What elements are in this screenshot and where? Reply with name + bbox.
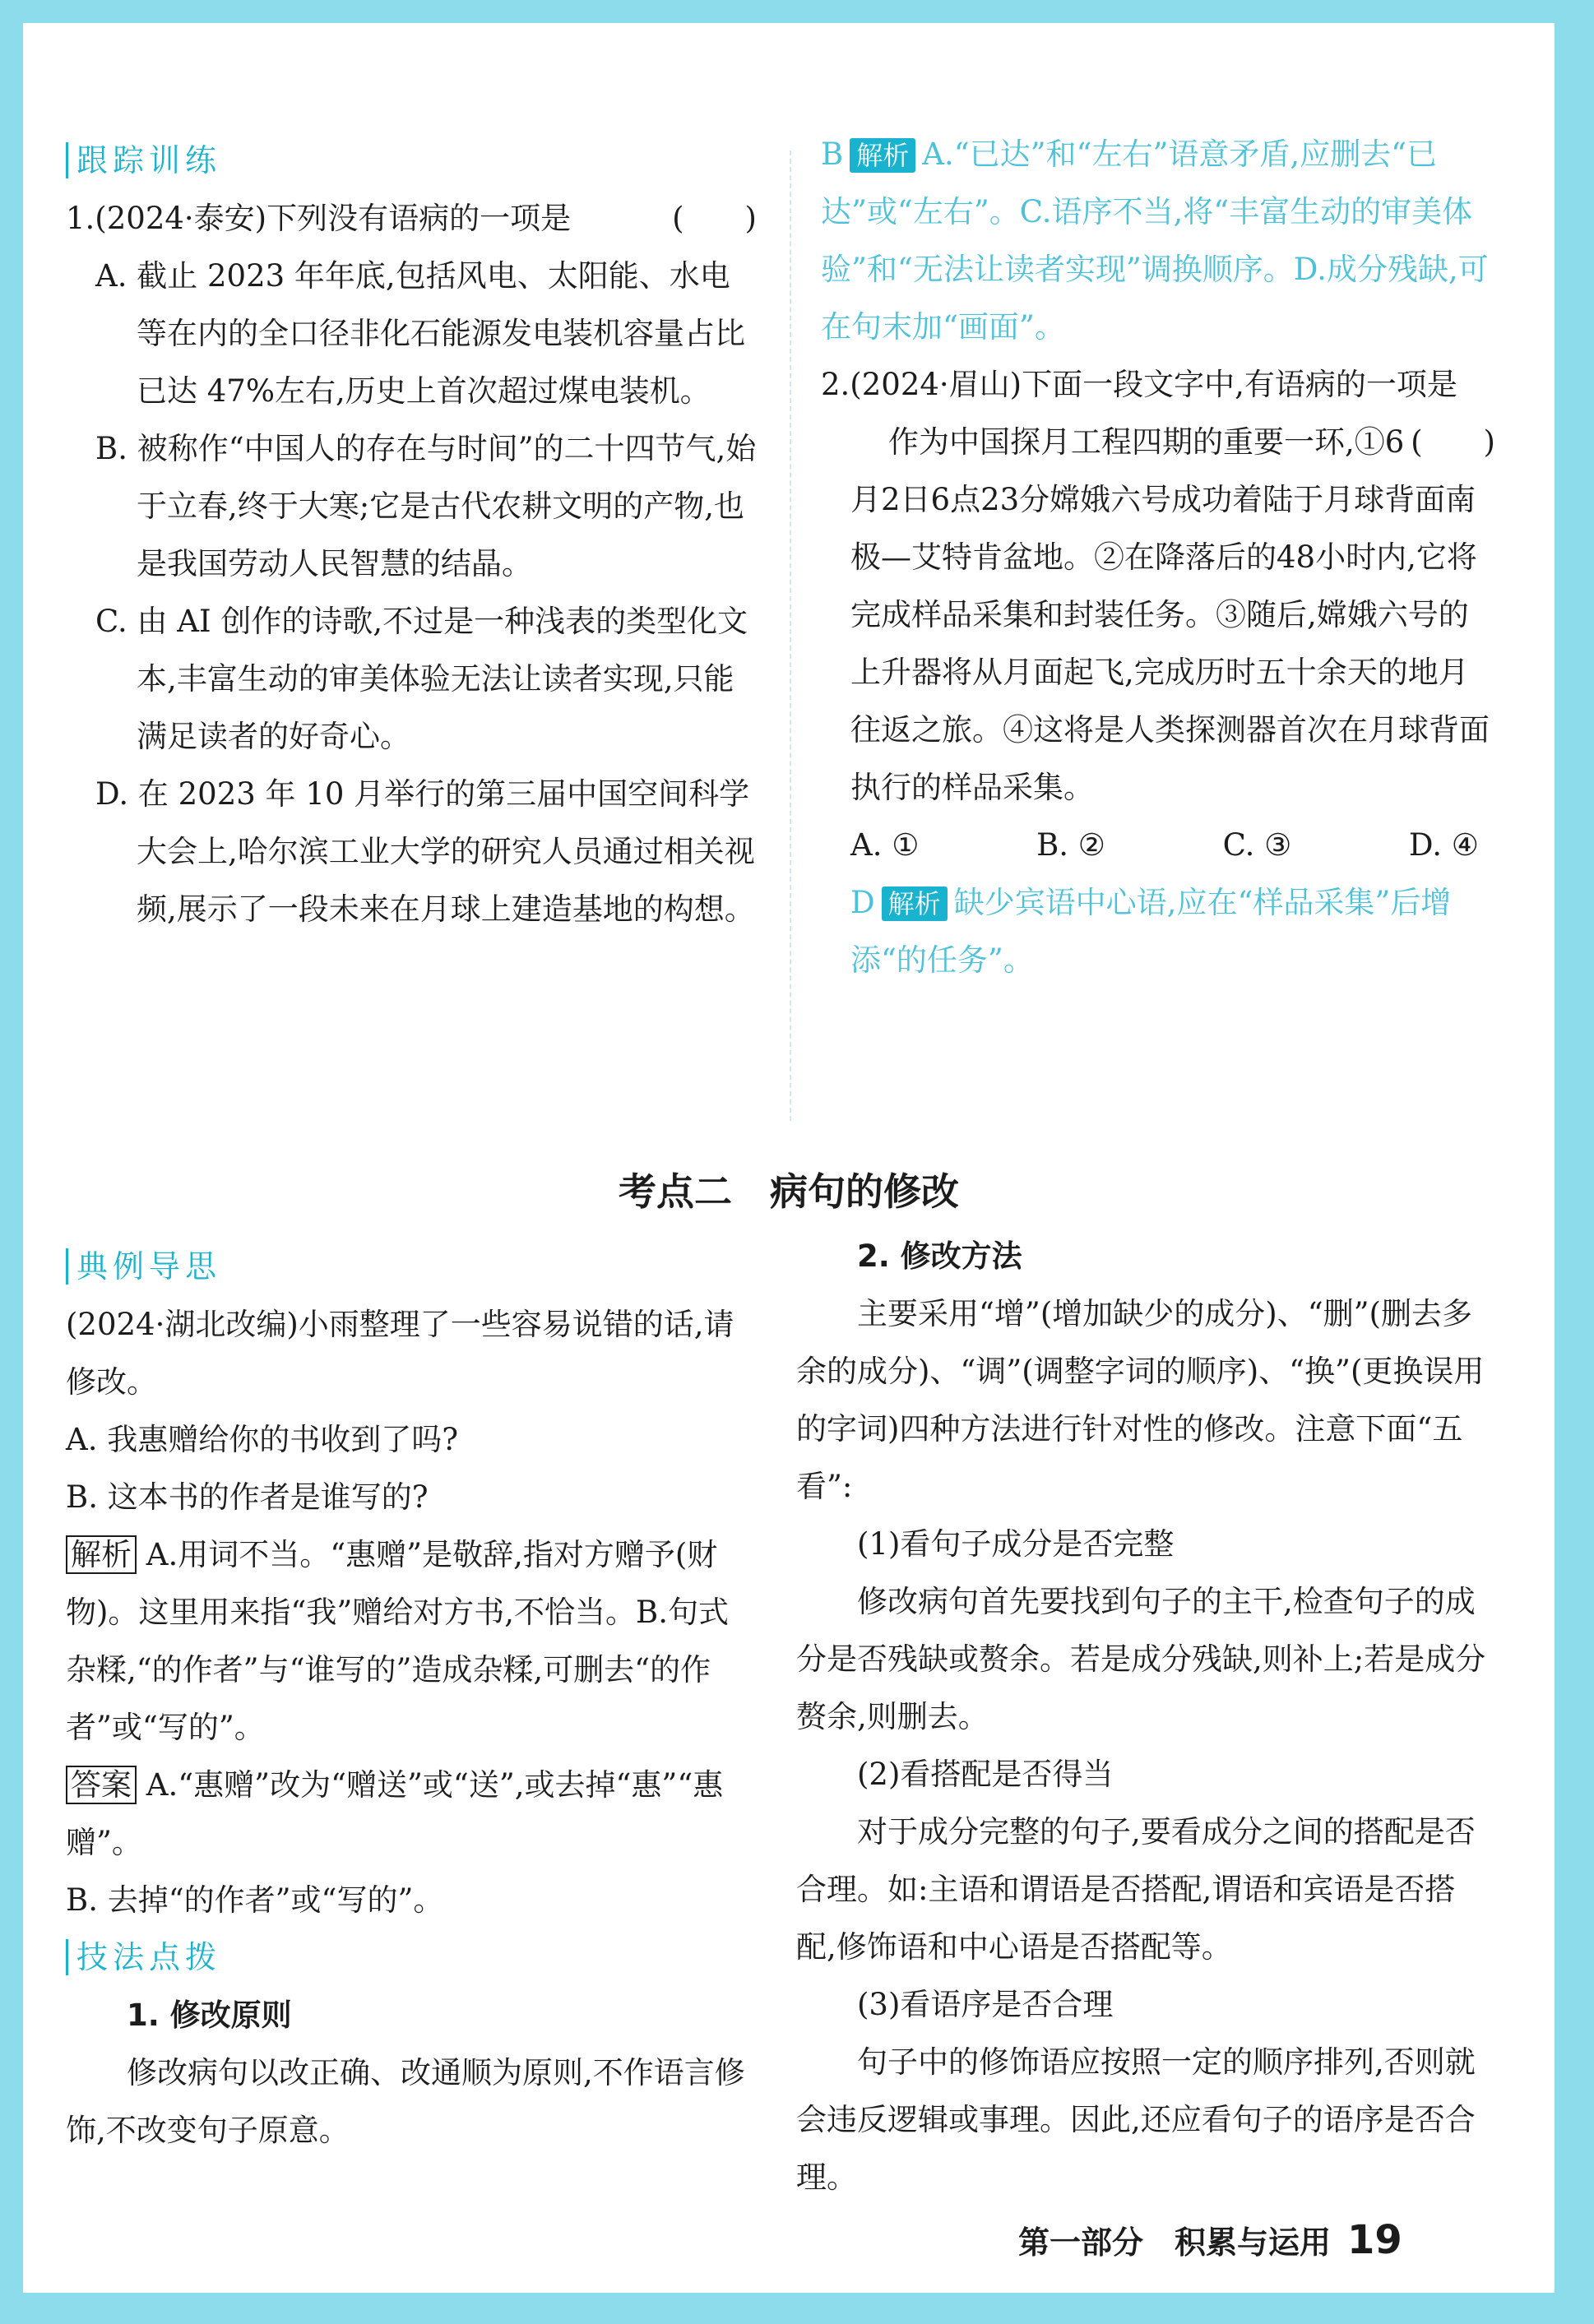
example-stem: (2024·湖北改编)小雨整理了一些容易说错的话,请修改。 [66, 1307, 734, 1400]
page-sheet [23, 23, 1555, 2293]
question-2-answer: D [850, 885, 875, 920]
answer-label: 答案 [66, 1766, 137, 1804]
look-2-text: 对于成分完整的句子,要看成分之间的搭配是否合理。如:主语和谓语是否搭配,谓语和宾语是否搭配,修饰语和中心语是否搭配等。 [796, 1814, 1476, 1965]
principle-title: 1. 修改原则 [127, 1998, 292, 2033]
left-top-column [66, 126, 757, 938]
right-bottom-column [796, 1228, 1487, 2206]
question-2-options [821, 817, 1495, 874]
left-color-band [0, 0, 23, 2324]
method-text: 主要采用“增”(增加缺少的成分)、“删”(删去多余的成分)、“调”(调整字词的顺序)、“换”(更换误用的字词)四种方法进行针对性的修改。注意下面“五看”: [796, 1296, 1485, 1504]
example-sentence-b: B. 这本书的作者是谁写的? [66, 1479, 429, 1515]
analysis-badge: 解析 [850, 138, 915, 173]
question-1-answer: B [821, 137, 844, 172]
principle-text: 修改病句以改正确、改通顺为原则,不作语言修饰,不改变句子原意。 [66, 2055, 745, 2148]
page-number: 19 [1347, 2217, 1402, 2263]
column-divider [790, 150, 791, 1121]
section-tag-tips: 技法点拨 [66, 1939, 221, 1975]
question-2-passage: 作为中国探月工程四期的重要一环,①6月2日6点23分嫦娥六号成功着陆于月球背面南极—艾特肯盆地。②在降落后的48小时内,它将完成样品采集和封装任务。③随后,嫦娥六号的上升器将从月面起飞,完成历时五十余天的地月往返之旅。④这将是人类探测器首次在月球背面执行的样品采集。 [850, 424, 1490, 805]
right-top-column [821, 126, 1495, 989]
question-1-option-d: D. 在 2023 年 10 月举行的第三届中国空间科学大会上,哈尔滨工业大学的研究人员通过相关视频,展示了一段未来在月球上建造基地的构想。 [95, 776, 755, 927]
left-bottom-column [66, 1232, 757, 2160]
example-answer-b: B. 去掉“的作者”或“写的”。 [66, 1882, 444, 1918]
option-c: C. ③ [1222, 827, 1292, 863]
section-tag-example: 典例导思 [66, 1248, 221, 1285]
question-2-analysis: D 解析 缺少宾语中心语,应在“样品采集”后增添“的任务”。 [850, 885, 1452, 978]
method-title: 2. 修改方法 [857, 1238, 1022, 1274]
question-1-option-a: A. 截止 2023 年年底,包括风电、太阳能、水电等在内的全口径非化石能源发电装机容量占比已达 47%左右,历史上首次超过煤电装机。 [95, 258, 745, 409]
question-1-stem: 1.(2024·泰安)下列没有语病的一项是 ( ) [66, 190, 757, 248]
question-1-analysis: B 解析 A.“已达”和“左右”语意矛盾,应删去“已达”或“左右”。C.语序不当,将“丰富生动的审美体验”和“无法让读者实现”调换顺序。D.成分残缺,可在句末加“画面”。 [821, 137, 1489, 345]
answer-bracket: ( ) [1411, 424, 1495, 460]
example-answer: 答案 A.“惠赠”改为“赠送”或“送”,或去掉“惠”“惠赠”。 [66, 1767, 724, 1860]
look-2-title: (2)看搭配是否得当 [857, 1757, 1114, 1792]
footer-part-label: 第一部分 积累与运用 [1018, 2224, 1332, 2261]
analysis-label: 解析 [66, 1535, 137, 1574]
option-d: D. ④ [1408, 827, 1479, 863]
look-1-text: 修改病句首先要找到句子的主干,检查句子的成分是否残缺或赘余。若是成分残缺,则补上;若是成分赘余,则删去。 [796, 1584, 1486, 1734]
option-a: A. ① [850, 827, 920, 863]
look-3-text: 句子中的修饰语应按照一定的顺序排列,否则就会违反逻辑或事理。因此,还应看句子的语序是否合理。 [796, 2044, 1476, 2195]
page-footer [1018, 2217, 1402, 2263]
option-b: B. ② [1036, 827, 1105, 863]
analysis-badge: 解析 [882, 887, 948, 921]
look-3-title: (3)看语序是否合理 [857, 1987, 1114, 2022]
example-analysis: 解析 A.用词不当。“惠赠”是敬辞,指对方赠予(财物)。这里用来指“我”赠给对方书,不恰当。B.句式杂糅,“的作者”与“谁写的”造成杂糅,可删去“的作者”或“写的”。 [66, 1537, 729, 1745]
question-2-stem: 2.(2024·眉山)下面一段文字中,有语病的一项是 ( ) [821, 356, 1495, 414]
example-sentence-a: A. 我惠赠给你的书收到了吗? [66, 1422, 459, 1457]
question-1-option-c: C. 由 AI 创作的诗歌,不过是一种浅表的类型化文本,丰富生动的审美体验无法让读者实现,只能满足读者的好奇心。 [95, 604, 748, 754]
section-tag-training: 跟踪训练 [66, 142, 221, 178]
section-title: 考点二 病句的修改 [619, 1169, 959, 1214]
look-1-title: (1)看句子成分是否完整 [857, 1526, 1175, 1562]
answer-bracket: ( ) [672, 201, 757, 236]
question-1-option-b: B. 被称作“中国人的存在与时间”的二十四节气,始于立春,终于大寒;它是古代农耕文明的产物,也是我国劳动人民智慧的结晶。 [95, 431, 757, 581]
